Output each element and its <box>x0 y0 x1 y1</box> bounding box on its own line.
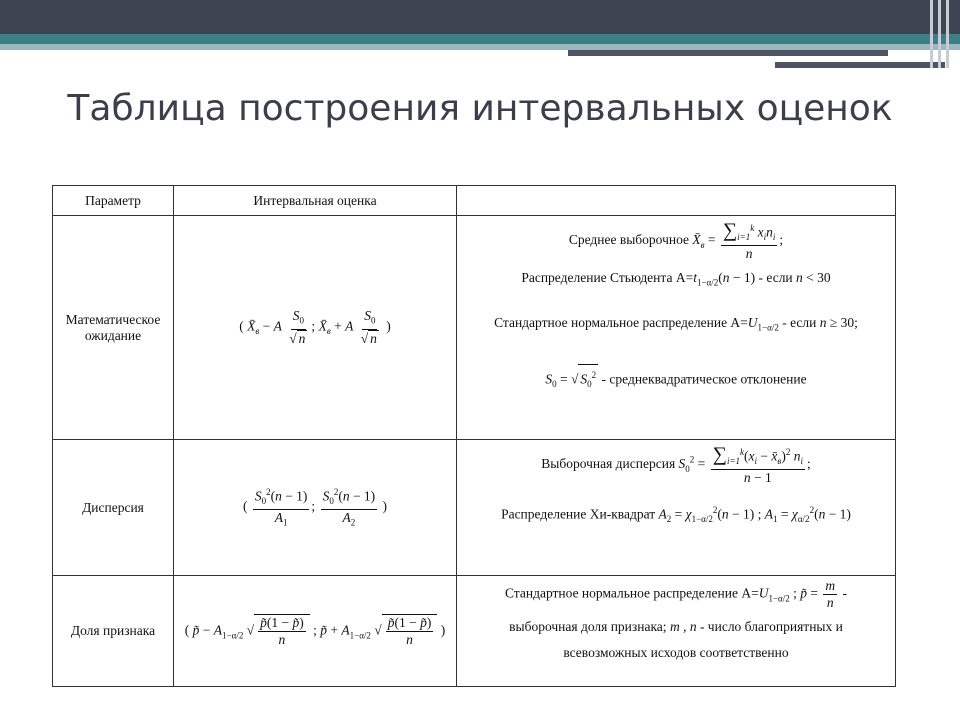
all-outcomes-label: всевозможных исходов соответственно <box>563 645 789 660</box>
normal-condition-label: - если <box>782 314 817 330</box>
normal-dist-proportion-label: Стандартное нормальное распределение А= <box>504 585 759 601</box>
param-proportion: Доля признака <box>53 576 174 687</box>
formula-proportion-interval: ( p̃ − $A_{1-\alpha/2}$ √ $\frac{p̃(1 - p̃)}{n}$ ; p̃ + $A_{1-\alpha/2}$ √ $\frac{p̃(1 - p̃)}{n}$ ) <box>174 576 457 687</box>
normal-dist-label: Стандартное нормальное распределение А= <box>494 314 748 330</box>
table-row <box>53 576 896 687</box>
header-band-dark <box>0 0 960 34</box>
header-parameter: Параметр <box>53 186 174 216</box>
table-header-row <box>53 186 896 216</box>
param-mean: Математическое ожидание <box>53 216 174 440</box>
variance-description: Выборочная дисперсия $S_0^2$ = $\frac{\sum_{i=1}^k(x_i - x̄_в)^2 n_i}{n - 1}$ ; Распределение Хи-квадрат $A_2 = \chi_{1-\alpha/2}^2(n - 1)$ ; $A_1 = \chi_{\alpha/2}^2(n - 1)$ <box>457 440 896 576</box>
header-accent-bar-small <box>775 62 945 68</box>
student-condition-label: - если <box>758 270 793 286</box>
formula-mean-interval: ( $X̄_в - A$ $\frac{S_0}{√ n}$ ; $X̄_в + A$ $\frac{S_0}{√ n}$ ) <box>174 216 457 440</box>
favorable-outcomes-label: - число благоприятных и <box>699 619 843 634</box>
chi-square-label: Распределение Хи-квадрат <box>501 506 656 522</box>
header-band-teal <box>0 34 960 44</box>
header-empty <box>457 186 896 216</box>
header-stripe <box>938 0 941 68</box>
sample-proportion-label: выборочная доля признака; <box>509 619 667 634</box>
header-interval-estimate: Интервальная оценка <box>174 186 457 216</box>
header-stripe <box>930 0 933 68</box>
student-dist-label: Распределение Стьюдента А= <box>521 270 694 286</box>
table-row <box>53 216 896 440</box>
interval-estimates-table <box>52 185 896 687</box>
mean-description: Среднее выборочное $X̄_в$ = $\frac{\sum_{i=1}^k x_in_i}{n}$ ; Распределение Стьюдента $А=t_{1-\alpha/2}(n - 1)$ - если n < 30 Стандартное нормальное распределение $А=U_{1-\alpha/2}$ - если n ≥ 30; $S_0$ = √ $S_0^2$ - среднеквадратическое отклонение <box>457 216 896 440</box>
header-stripe <box>946 0 949 68</box>
param-variance: Дисперсия <box>53 440 174 576</box>
header-accent-bar <box>568 50 888 56</box>
std-deviation-label: - среднеквадратическое отклонение <box>601 371 807 387</box>
page-title: Таблица построения интервальных оценок <box>67 88 893 129</box>
table-row <box>53 440 896 576</box>
sample-mean-label: Среднее выборочное <box>568 232 689 248</box>
formula-variance-interval: ( $\frac{S_0^2(n - 1)}{A_1}$ ; $\frac{S_0^2(n - 1)}{A_2}$ ) <box>174 440 457 576</box>
sample-variance-label: Выборочная дисперсия <box>541 456 676 472</box>
proportion-description: Стандартное нормальное распределение $А=U_{1-\alpha/2}$ ; p̃ = $\frac{m}{n}$ - выборочная доля признака; m , n - число благоприятных и всевозможных исходов соответственно <box>457 576 896 687</box>
